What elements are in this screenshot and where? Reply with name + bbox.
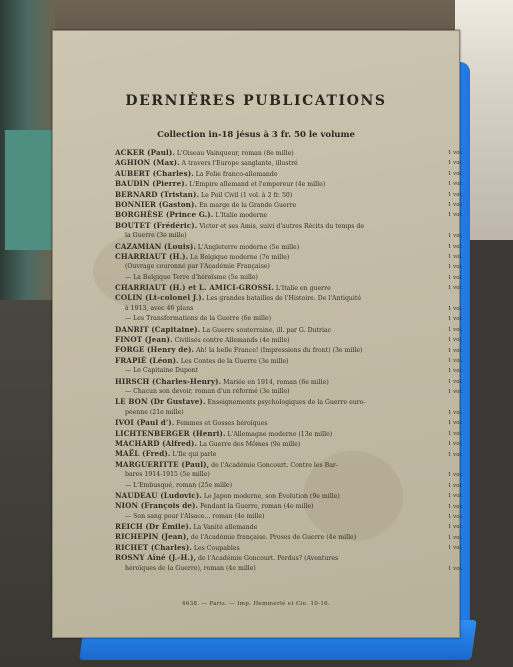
entry-author: LICHTENBERGER (Henri).: [115, 428, 226, 438]
entry-title: Mariée en 1914, roman (6e mille): [221, 378, 329, 386]
entry-author: NAUDEAU (Ludovic).: [115, 490, 202, 500]
publication-entry: [115, 242, 415, 252]
entry-volume: 1 vol.: [448, 170, 463, 177]
entry-volume: 1 vol.: [448, 524, 463, 531]
entry-volume: 1 vol.: [448, 493, 463, 500]
publication-entry: [115, 408, 415, 418]
entry-title: Les Contes de la Guerre (3e mille): [178, 357, 289, 365]
publication-entry: [115, 553, 415, 563]
entry-author: MACHARD (Alfred).: [115, 438, 198, 448]
entry-volume: 1 vol.: [448, 389, 463, 396]
publication-entry: [115, 387, 415, 397]
entry-volume: 1 vol.: [448, 430, 463, 437]
publication-entry: [115, 314, 415, 324]
entry-title: L'Allemagne moderne (13e mille): [225, 430, 333, 438]
entry-title: L'Oiseau Vainqueur, roman (8e mille): [174, 150, 294, 157]
publication-entry: [115, 345, 415, 355]
entry-author: BOUTET (Frédéric).: [115, 220, 198, 230]
entry-volume: 1 vol.: [448, 378, 463, 385]
entry-title: à 1913, avec 46 plans: [125, 304, 194, 312]
entry-title: L'Italie en guerre: [273, 285, 331, 293]
entry-volume: 1 vol.: [448, 306, 463, 312]
entry-volume: 1 vol.: [448, 503, 463, 510]
entry-author: CHARRIAUT (H.) et L. AMICI-GROSSI.: [115, 283, 274, 293]
entry-title: Civilisés contre Allemands (4e mille): [172, 337, 290, 345]
entry-volume: 1 vol.: [448, 420, 463, 427]
entry-author: BAUDIN (Pierre).: [115, 179, 188, 189]
entry-title: A travers l'Europe sanglante, illustré: [179, 160, 298, 168]
publication-entry: [115, 335, 415, 345]
publication-entry: [115, 221, 415, 231]
entry-title: Ah! la belle France! (Impressions du front) (3e mille): [194, 347, 363, 355]
entry-title: — Les Transformations de la Guerre (6e mille): [125, 315, 272, 323]
publication-entry: [115, 148, 415, 158]
entry-author: AGHION (Max).: [115, 158, 180, 168]
entry-author: BONNIER (Gaston).: [115, 199, 198, 209]
entry-title: L'Angleterre moderne (5e mille): [195, 243, 300, 251]
entry-title: de l'Académie française. Proses de Guerre (4e mille): [188, 534, 357, 542]
entry-title: — Le Capitaine Dupont: [125, 367, 199, 375]
entry-title: La Folie franco-allemande: [193, 170, 278, 178]
publication-entry: [115, 470, 415, 480]
publication-entry: [115, 262, 415, 272]
entry-title: La Belgique moderne (7e mille): [188, 253, 290, 261]
entry-title: La Guerre souterraine, ill. par G. Dutriac: [200, 326, 332, 334]
entry-volume: 1 vol.: [448, 410, 463, 416]
publication-entry: [115, 304, 415, 314]
entry-volume: 1 vol.: [448, 274, 463, 281]
entry-author: CHARRIAUT (H.).: [115, 251, 189, 261]
entry-volume: 1 vol.: [448, 181, 463, 188]
publication-entry: [115, 501, 415, 511]
publication-entry: [115, 429, 415, 439]
entry-title: — La Belgique Terre d'héroïsme (5e mille): [125, 273, 258, 281]
entry-author: REICH (Dr Émile).: [115, 522, 192, 532]
entry-volume: 1 vol.: [448, 264, 463, 271]
publication-entry: [115, 190, 415, 200]
publication-entry: [115, 200, 415, 210]
entry-title: — Son sang pour l'Alsace... roman (4e mille): [125, 512, 265, 520]
entry-volume: 1 vol.: [448, 545, 463, 552]
publication-entry: [115, 283, 415, 293]
entry-author: NION (François de).: [115, 501, 199, 511]
entry-author: MARGUERITTE (Paul),: [115, 459, 210, 469]
entry-author: LE BON (Dr Gustave).: [115, 397, 206, 407]
publication-entry: [115, 564, 415, 574]
publication-entry: [115, 397, 415, 407]
entry-title: de l'Académie Goncourt. Perdus? (Aventures: [196, 555, 339, 563]
publication-entry: [115, 532, 415, 542]
entry-volume: 1 vol.: [448, 358, 463, 364]
entry-author: MAËL (Fred).: [115, 449, 171, 459]
publication-entry: [115, 252, 415, 262]
entry-title: Femmes et Gosses héroïques: [174, 420, 268, 428]
entry-title: Les grandes batailles de l'Histoire. De l'Antiquité: [204, 295, 362, 303]
entry-volume: 1 vol.: [448, 326, 463, 333]
publication-entry: [115, 179, 415, 189]
entry-author: COLIN (Lt-colonel J.).: [115, 293, 205, 303]
entry-author: ACKER (Paul).: [115, 148, 175, 157]
entry-title: En marge de la Grande Guerre: [197, 201, 297, 209]
entry-title: — Chacun son devoir, roman d'un réformé (3e mille): [125, 387, 290, 395]
entry-author: CAZAMIAN (Louis).: [115, 241, 196, 251]
publication-entry: [115, 522, 415, 532]
publication-entry: [115, 491, 415, 501]
cover-title: DERNIÈRES PUBLICATIONS: [125, 93, 387, 109]
entry-volume: 1 vol.: [448, 347, 463, 354]
entry-volume: 1 vol.: [448, 285, 463, 292]
entry-title: Les Coupables: [191, 544, 240, 552]
entry-author: ROSNY Aîné (J.-H.),: [115, 553, 197, 563]
background-teal-box: [5, 130, 53, 250]
publication-entry: [115, 460, 415, 470]
entry-title: Le Japon moderne, son Évolution (9e mille): [201, 492, 340, 500]
publication-entry: [115, 439, 415, 449]
publication-entry: [115, 356, 415, 366]
publication-entry: [115, 169, 415, 179]
entry-volume: 1 vol.: [448, 160, 463, 167]
entry-title: la Guerre (3e mille): [125, 232, 187, 240]
entry-volume: 1 vol.: [448, 482, 463, 489]
printer-imprint: 4638. — Paris. — Imp. Hemmerlé et Cie. 10-16.: [181, 601, 331, 607]
entry-volume: 1 vol.: [448, 316, 463, 323]
entry-volume: 1 vol.: [448, 514, 463, 520]
entry-volume: 1 vol.: [448, 451, 463, 458]
entry-title: Victor et ses Amis, suivi d'autres Récits du temps de: [197, 222, 364, 230]
entry-volume: 1 vol.: [448, 150, 463, 156]
entry-title: — L'Embusqué, roman (25e mille): [125, 481, 232, 489]
entry-title: L'Italie moderne: [213, 212, 268, 220]
entry-author: RICHET (Charles).: [115, 542, 192, 552]
publication-entry: [115, 449, 415, 459]
publication-entry: [115, 512, 415, 522]
publication-entry: [115, 231, 415, 241]
entry-title: La Guerre des Mômes (9e mille): [197, 440, 301, 448]
entry-author: FINOT (Jean).: [115, 335, 173, 345]
entry-title: péenne (21e mille): [125, 408, 184, 416]
entry-title: de l'Académie Goncourt. Contre les Bar-: [209, 461, 338, 469]
publication-entry: [115, 481, 415, 491]
entry-volume: 1 vol.: [448, 191, 463, 198]
entry-volume: 1 vol.: [448, 212, 463, 219]
publication-entry: [115, 325, 415, 335]
entry-title: Le Poil Civil (1 vol. à 2 fr. 50): [199, 191, 293, 199]
entry-volume: 1 vol.: [448, 534, 463, 541]
entry-author: BERNARD (Tristan).: [115, 189, 200, 199]
entry-volume: 1 vol.: [448, 243, 463, 250]
publication-entry: [115, 543, 415, 553]
publication-list: [115, 148, 415, 574]
entry-volume: 1 vol.: [448, 254, 463, 260]
entry-title: bares 1914-1915 (5e mille): [125, 471, 210, 479]
entry-author: IVOI (Paul d').: [115, 418, 175, 428]
cover-subtitle: Collection in-18 jésus à 3 fr. 50 le volume: [157, 130, 355, 140]
entry-author: BORGHÈSE (Prince G.).: [115, 210, 214, 220]
book-back-cover: [52, 30, 463, 638]
entry-author: FORGE (Henry de).: [115, 345, 195, 355]
entry-volume: 1 vol.: [448, 472, 463, 479]
publication-entry: [115, 158, 415, 168]
entry-volume: 1 vol.: [448, 566, 463, 572]
publication-entry: [115, 273, 415, 283]
publication-entry: [115, 366, 415, 376]
entry-author: DANRIT (Capitaine).: [115, 324, 201, 334]
entry-volume: 1 vol.: [448, 368, 463, 375]
entry-author: FRAPIÉ (Léon).: [115, 355, 179, 365]
publication-entry: [115, 418, 415, 428]
entry-volume: 1 vol.: [448, 337, 463, 344]
entry-title: héroïques de la Guerre), roman (4e mille): [125, 564, 256, 572]
publication-entry: [115, 210, 415, 220]
entry-title: (Ouvrage couronné par l'Académie Française): [125, 263, 270, 271]
entry-volume: 1 vol.: [448, 441, 463, 448]
entry-title: L'Ile qui parle: [170, 451, 217, 459]
entry-title: L'Empire allemand et l'empereur (4e mille): [187, 181, 326, 189]
entry-title: Pendant la Guerre, roman (4e mille): [198, 503, 314, 511]
entry-author: RICHEPIN (Jean),: [115, 532, 189, 542]
entry-title: La Vanité allemande: [191, 524, 258, 532]
entry-volume: 1 vol.: [448, 202, 463, 208]
publication-entry: [115, 293, 415, 303]
entry-author: AUBERT (Charles).: [115, 168, 194, 178]
entry-title: Enseignements psychologiques de la Guerre euro-: [205, 399, 366, 407]
publication-entry: [115, 377, 415, 387]
entry-volume: 1 vol.: [448, 233, 463, 240]
entry-author: HIRSCH (Charles-Henry).: [115, 376, 222, 386]
